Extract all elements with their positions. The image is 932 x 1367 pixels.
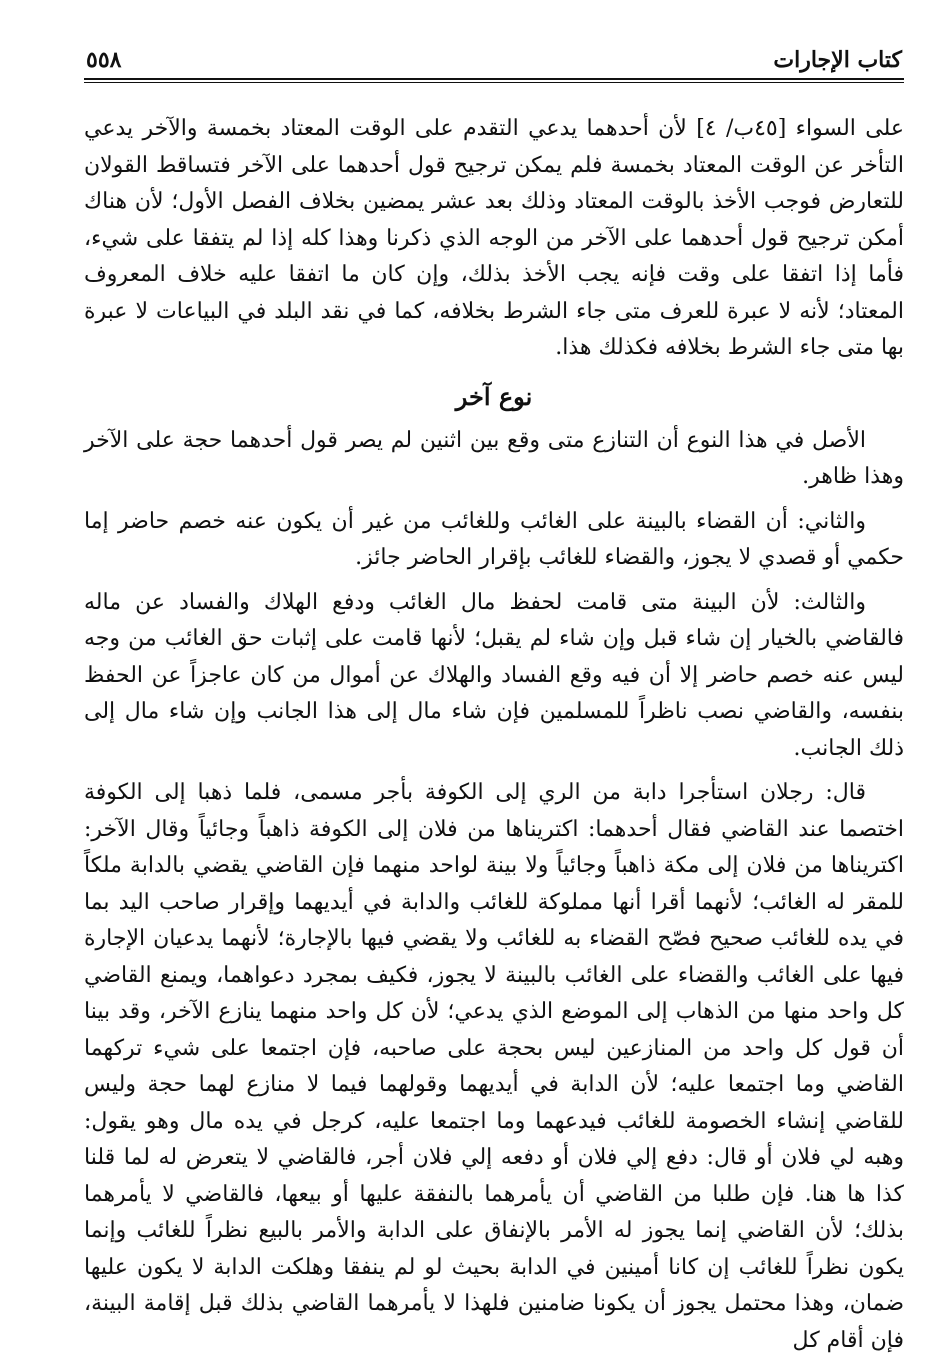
book-page xyxy=(84,30,904,1367)
continuation-paragraph: على السواء [٤٥ب/ ٤] لأن أحدهما يدعي التقدم على الوقت المعتاد بخمسة والآخر يدعي التأخر عن الوقت المعتاد بخمسة فلم يمكن ترجيح قول أحدهما على الآخر فتساقط القولان للتعارض فوجب الأخذ بالوقت المعتاد وذلك بعد عشر يمضين بخلاف الفصل الأول؛ لأن هناك أمكن ترجيح قول أحدهما على الآخر من الوجه الذي ذكرنا وهذا كله إذا لم يتفقا على شيء، فأما إذا اتفقا على وقت فإنه يجب الأخذ بذلك، وإن كان ما اتفقا عليه خلاف المعروف المعتاد؛ لأنه لا عبرة للعرف متى جاء الشرط بخلافه، كما في نقد البلد في البياعات لا عبرة بها متى جاء الشرط بخلافه فكذلك هذا. xyxy=(84,116,904,360)
book-title: كتاب الإجارات xyxy=(773,46,902,73)
body-paragraph: والثاني: أن القضاء بالبينة على الغائب وللغائب من غير أن يكون عنه خصم حاضر إما حكمي أو قصدي لا يجوز، والقضاء للغائب بإقرار الحاضر جائز. xyxy=(84,508,904,570)
page-number: ٥٥٨ xyxy=(86,46,122,73)
body-paragraph: قال: رجلان استأجرا دابة من الري إلى الكوفة بأجر مسمى، فلما ذهبا إلى الكوفة اختصما عند القاضي فقال أحدهما: اكتريناها من فلان إلى الكوفة ذاهباً وجائياً وقال الآخر: اكتريناها من فلان إلى مكة ذاهباً وجائياً ولا بينة لواحد منهما فإن القاضي يقضي بالدابة ملكاً للمقر له الغائب؛ لأنهما أقرا أنها مملوكة للغائب والدابة في أيديهما وإقرار صاحب اليد بما في يده للغائب صحيح فصّح القضاء به للغائب ولا يقضي فيها بالإجارة؛ لأنهما يدعيان الإجارة فيها على الغائب والقضاء على الغائب بالبينة لا يجوز، فكيف بمجرد دعواهما، ويمنع القاضي كل واحد منها من الذهاب إلى الموضع الذي يدعي؛ لأن كل واحد منهما ينازع الآخر، وقد بينا أن قول كل واحد من المنازعين ليس بحجة على صاحبه، فإن اجتمعا على شيء تركهما القاضي وما اجتمعا عليه؛ لأن الدابة في أيديهما وقولهما فيما لا منازع لهما حجة وليس للقاضي إنشاء الخصومة للغائب فيدعهما وما اجتمعا عليه، كرجل في يده مال وهو يقول: وهبه لي فلان أو قال: دفع إلي فلان أو دفعه إلي فلان أجر، فالقاضي لا يتعرض له لما قلنا كذا ها هنا. فإن طلبا من القاضي أن يأمرهما بالنفقة عليها أو بيعها، فالقاضي لا يأمرهما بذلك؛ لأن القاضي إنما يجوز له الأمر بالإنفاق على الدابة والأمر بالبيع نظراً للغائب وإنما يكون نظراً للغائب إن كانا أمينين في الدابة بحيث لو لم ينفقا وهلكت الدابة لا يكون عليها ضمان، وهذا محتمل يجوز أن يكونا ضامنين فلهذا لا يأمرهما القاضي بذلك قبل إقامة البينة، فإن أقام كل xyxy=(84,780,904,1353)
running-header xyxy=(84,30,904,78)
body-paragraph: والثالث: لأن البينة متى قامت لحفظ مال الغائب ودفع الهلاك والفساد عن ماله فالقاضي بالخيار إن شاء قبل وإن شاء لم يقبل؛ لأنها قامت على إثبات حق الغائب من وجه ليس عنه خصم حاضر إلا أن فيه وقع الفساد والهلاك عن أموال من كان عاجزاً عن الحفظ بنفسه، والقاضي نصب ناظراً للمسلمين فإن شاء مال إلى هذا الجانب وإن شاء مال إلى ذلك الجانب. xyxy=(84,589,904,761)
body-paragraph: الأصل في هذا النوع أن التنازع متى وقع بين اثنين لم يصر قول أحدهما حجة على الآخر وهذا ظاهر. xyxy=(84,427,904,489)
section-heading: نوع آخر xyxy=(455,381,533,411)
header-rule xyxy=(84,78,904,83)
